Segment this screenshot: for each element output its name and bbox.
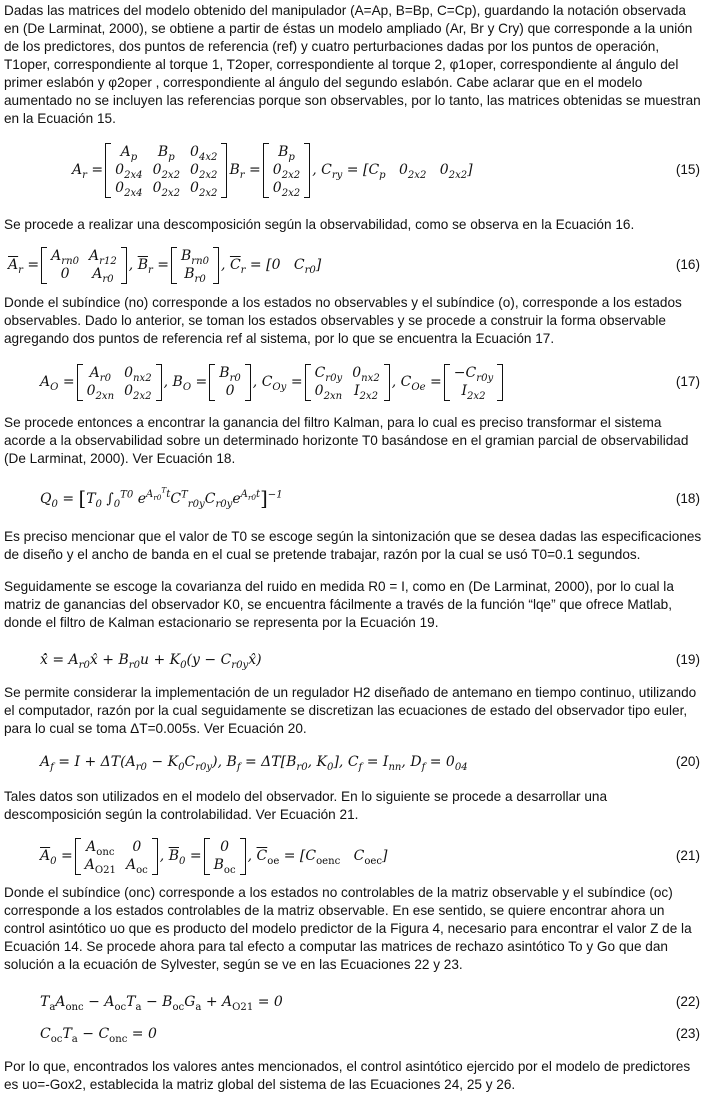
equation-18: $Q_0 = [T_0$ $\int_0^{T0}$ $e^{A_{r0}^Tt}C^T_{r0y}C_{r0y}e^{A_{r0}t}]^{-1}$ (18) [40, 485, 700, 510]
equation-16: $\overline{A}_r$ = $A_{rn0}$ $A_{r12}$ 0 $A_{r0}$ , $\overline{B}_r$ = $B_{rn0}$ $B_{r0}$ , $\overline{C}_r = [0$ $C_{r0}$] (16) [8, 247, 700, 285]
paragraph-6: Seguidamente se escoge la covarianza del ruido en medida R0 = I, como en (De Larminat, 2000), por lo cual la matriz de ganancias del observador K0, se encuentra fácilmente a través de la función “lqe” que ofrece Matlab, donde el filtro de Kalman estacionario se representa por la Ecuación 19. [4, 579, 674, 630]
equation-number: (21) [675, 848, 700, 863]
equation-number: (20) [675, 754, 700, 769]
equation-20: $A_f = I + \Delta T(A_{r0} - K_0C_{r0y})$, $B_f = \Delta T[B_{r0}$, $K_0$], $C_f = I_{nn}$, $D_f = 0_{04}$ (20) [40, 754, 700, 773]
equation-number: (15) [675, 162, 700, 177]
equation-15: $A_r$ = $A_p$ $B_p$ $0_{4x2}$ $0_{2x4}$ $0_{2x2}$ $0_{2x2}$ $0_{2x4}$ $0_{2x2}$ $0_{2x2}$ $B_r$ = $B_p$ $0_{2x2}$ $0_{2x2}$ , $C_{ry} = [C_p$ $0_{2x2}$ $0_{2x2}$] (15) [72, 143, 700, 199]
equation-number: (23) [675, 1026, 700, 1041]
paragraph-3: Donde el subíndice (no) corresponde a los estados no observables y el subíndice (o), corresponde a los estados observables. Dado lo anterior, se toman los estados observables y se procede a construir la forma observable agregando dos puntos de referencia ref al sistema, por lo que se encuentra la Ecuación 17. [4, 295, 682, 346]
paragraph-1: Dadas las matrices del modelo obtenido del manipulador (A=Ap, B=Bp, C=Cp), guardando la notación observada en (De Larminat, 2000), se obtiene a partir de éstas un modelo ampliado (Ar, Br y Cry) que corresponde a la unión de los predictores, dos puntos de referencia (ref) y cuatro perturbaciones dadas por los puntos de operación, T1oper, correspondiente al torque 1, T2oper, correspondiente al torque 2, φ1oper, correspondiente al ángulo del primer eslabón y φ2oper , correspondiente al ángulo del segundo eslabón. Cabe aclarar que en el modelo aumentado no se incluyen las referencias porque son observables, por lo tanto, las matrices obtenidas se muestran en la Ecuación 15. [4, 3, 701, 126]
equation-19: x̂̇ = $A_{r0}x̂ + B_{r0}u + K_0(y$ − $C_{r0y}x̂$) (19) [40, 652, 700, 671]
paragraph-4: Se procede entonces a encontrar la ganancia del filtro Kalman, para lo cual es preciso transformar el sistema acorde a la observabilidad sobre un determinado horizonte T0 basándose en el gramian parcial de observabilidad (De Larminat, 2000). Ver Ecuación 18. [4, 415, 689, 466]
equation-21: $\overline{A}_0$ = $A_{onc}$ 0 $A_{O21}$ $A_{oc}$ , $\overline{B}_0$ = 0 $B_{oc}$ , $\overline{C}_{oe} = [C_{oenc}$ $C_{oec}$] (21) [40, 838, 700, 876]
equation-23: $C_{oc}T_a - C_{onc} = 0$ (23) [40, 1026, 700, 1045]
equation-22: $T_aA_{onc} - A_{oc}T_a - B_{oc}G_a + A_{O21} = 0$ (22) [40, 994, 700, 1013]
equation-number: (19) [675, 652, 700, 667]
equation-number: (17) [675, 374, 700, 389]
paragraph-10: Por lo que, encontrados los valores antes mencionados, el control asintótico ejercido por el modelo de predictores es uo=-Gox2, establecida la matriz global del sistema de las Ecuaciones 24, 25 y 26. [4, 1059, 691, 1092]
paragraph-5: Es preciso mencionar que el valor de T0 se escoge según la sintonización que se desea dadas las especificaciones de diseño y el ancho de banda en el cual se pretende trabajar, razón por la cual se usó T0=0.1 segundos. [4, 529, 702, 562]
equation-number: (18) [675, 491, 700, 506]
paragraph-7: Se permite considerar la implementación de un regulador H2 diseñado de antemano en tiempo continuo, utilizando el computador, razón por la cual seguidamente se discretizan las ecuaciones de estado del observador tipo euler, para lo cual se toma ΔT=0.005s. Ver Ecuación 20. [4, 685, 697, 736]
paragraph-9: Donde el subíndice (onc) corresponde a los estados no controlables de la matriz observable y el subíndice (oc) corresponde a los estados controlables de la matriz observable. En ese sentido, se quiere encontrar ahora un control asintótico uo que es producto del modelo predictor de la Figura 4, necesario para encontrar el valor Z de la Ecuación 14. Se procede ahora para tal efecto a computar las matrices de rechazo asintótico To y Go que dan solución a la ecuación de Sylvester, según se ve en las Ecuaciones 22 y 23. [4, 885, 692, 972]
paragraph-2: Se procede a realizar una descomposición según la observabilidad, como se observa en la Ecuación 16. [4, 217, 635, 232]
equation-17: $A_O$ = $A_{r0}$ $0_{nx2}$ $0_{2xn}$ $0_{2x2}$ , $B_O$ = $B_{r0}$ 0 , $C_{Oy}$ = $C_{r0y}$ $0_{nx2}$ $0_{2xn}$ $I_{2x2}$ , $C_{Oe}$ = $-C_{r0y}$ $I_{2x2}$ (17) [40, 364, 700, 402]
equation-number: (22) [675, 994, 700, 1009]
equation-number: (16) [675, 257, 700, 272]
paragraph-8: Tales datos son utilizados en el modelo del observador. En lo siguiente se procede a desarrollar una descomposición según la controlabilidad. Ver Ecuación 21. [4, 789, 608, 822]
